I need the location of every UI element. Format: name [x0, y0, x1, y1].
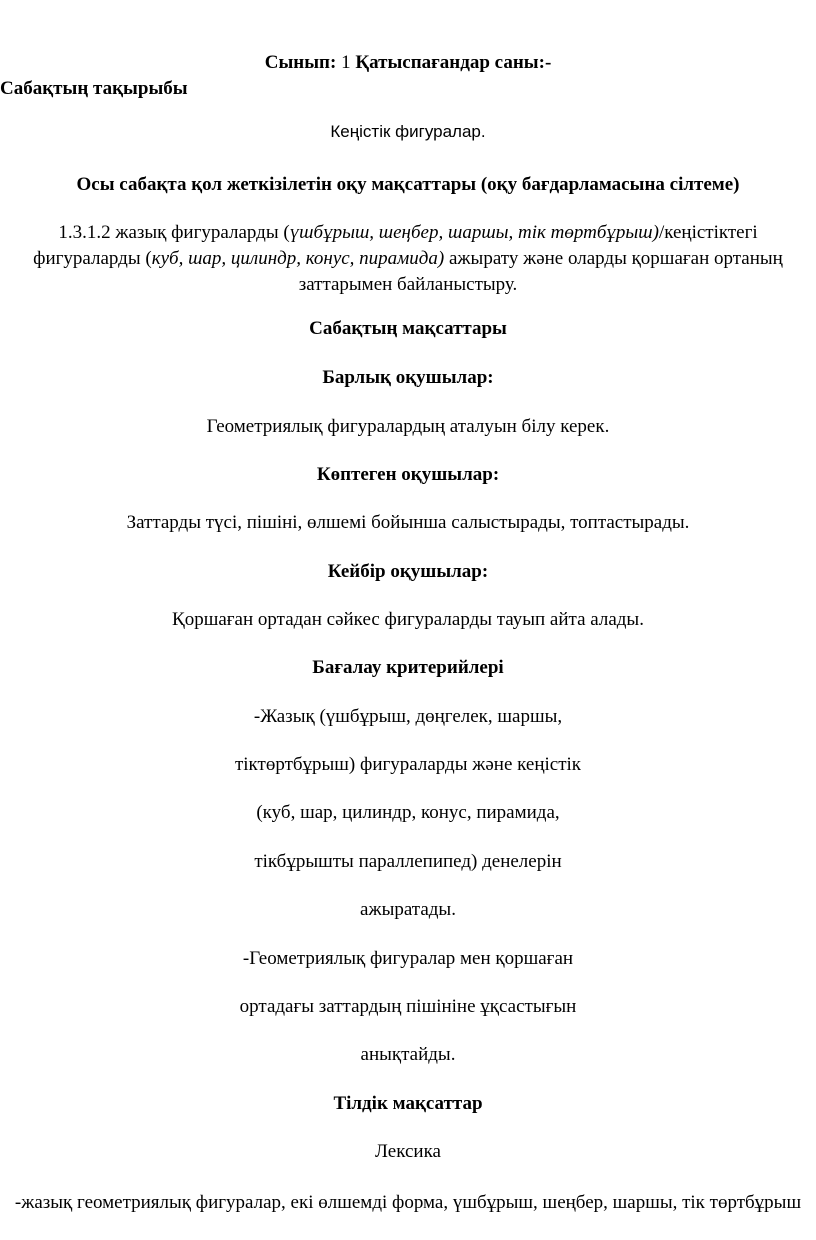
class-value: 1: [341, 52, 351, 73]
language-objectives-heading: Тілдік мақсаттар: [333, 1093, 483, 1114]
plane-figures-list: үшбұрыш, шеңбер, шаршы, тік төртбұрыш): [289, 222, 659, 243]
assessment-line: тікбұрышты параллепипед) денелерін: [254, 851, 562, 872]
some-students-text: Қоршаған ортадан сәйкес фигураларды тауып айта алады.: [172, 609, 644, 630]
assessment-line: (куб, шар, цилиндр, конус, пирамида,: [256, 802, 560, 823]
assessment-line: -Геометриялық фигуралар мен қоршаған: [242, 948, 574, 969]
lexicon-label: Лексика: [375, 1141, 441, 1162]
lesson-goals-heading: Сабақтың мақсаттары: [309, 318, 507, 339]
solid-figures-list: куб, шар, цилиндр, конус, пирамида): [151, 248, 445, 269]
assessment-line: -Жазық (үшбұрыш, дөңгелек, шаршы,: [253, 706, 563, 727]
assessment-heading: Бағалау критерийлері: [312, 657, 504, 678]
objectives-heading: Осы сабақта қол жеткізілетін оқу мақсаттары (оқу бағдарламасына сілтеме): [76, 174, 740, 195]
objective-end: ажырату және оларды қоршаған ортаның заттарымен байланыстыру.: [298, 248, 783, 295]
class-label: Сынып:: [264, 52, 337, 73]
assessment-line: тіктөртбұрыш) фигураларды және кеңістік: [234, 754, 582, 775]
topic-value: Кеңістік фигуралар.: [330, 122, 486, 141]
absent-count-label: Қатыспағандар саны:-: [355, 52, 552, 73]
many-students-text: Заттарды түсі, пішіні, өлшемі бойынша салыстырады, топтастырады.: [126, 512, 690, 533]
some-students-label: Кейбір оқушылар:: [327, 561, 489, 582]
lexicon-text: -жазық геометриялық фигуралар, екі өлшемді форма, үшбұрыш, шеңбер, шаршы, тік төртбұрыш: [14, 1192, 802, 1213]
objective-middle: /кеңістіктегі фигураларды (: [33, 222, 758, 269]
objective-code: 1.3.1.2 жазық фигураларды (: [58, 222, 290, 243]
assessment-line: анықтайды.: [360, 1044, 456, 1065]
learning-objective: [12, 220, 804, 298]
all-students-text: Геометриялық фигуралардың аталуын білу керек.: [206, 416, 610, 437]
topic-label: Сабақтың тақырыбы: [0, 78, 188, 99]
all-students-label: Барлық оқушылар:: [322, 367, 494, 388]
many-students-label: Көптеген оқушылар:: [316, 464, 500, 485]
assessment-line: ортадағы заттардың пішініне ұқсастығын: [239, 996, 577, 1017]
assessment-line: ажыратады.: [360, 899, 456, 920]
class-info-line: [0, 52, 816, 74]
